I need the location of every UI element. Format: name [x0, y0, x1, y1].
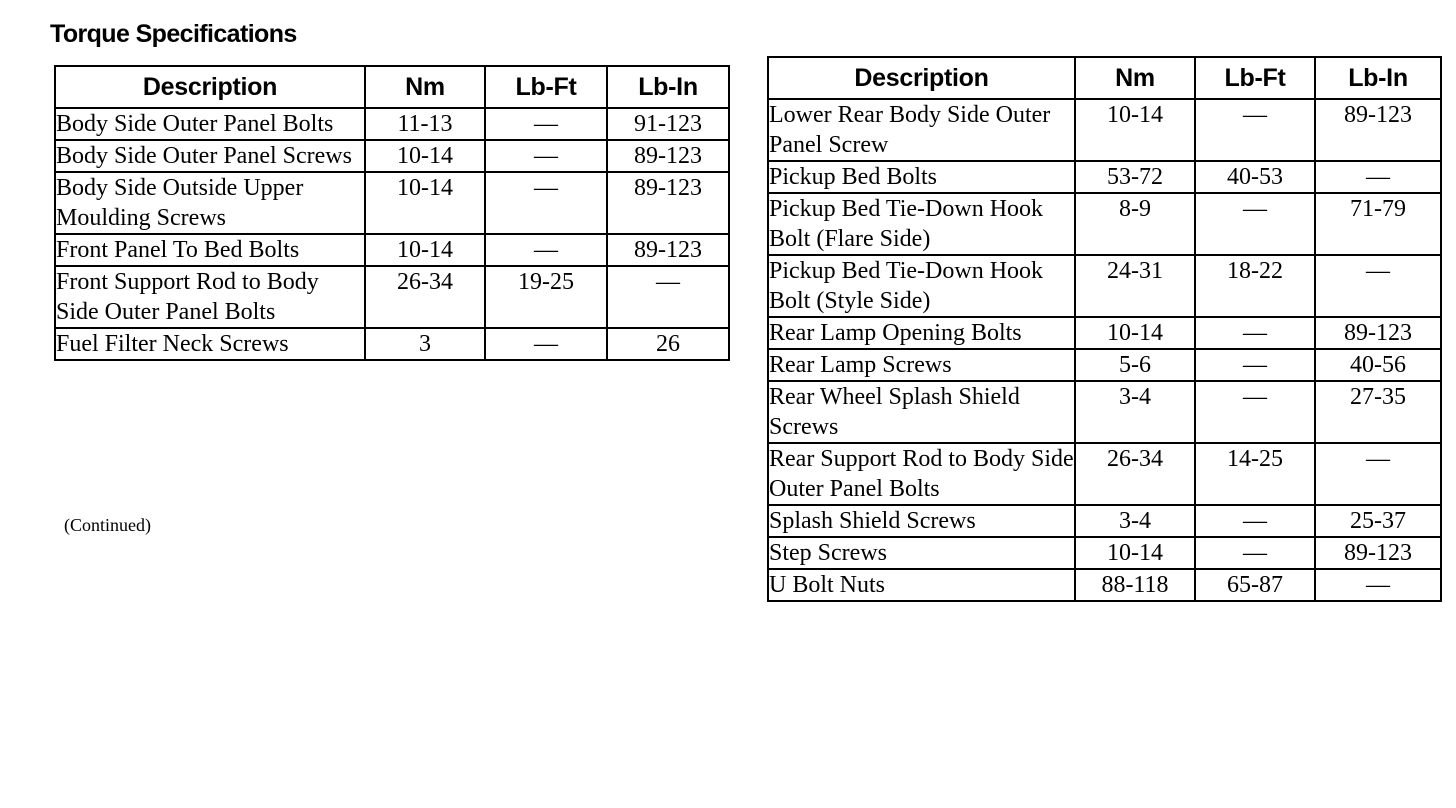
cell-description: Front Support Rod to Body Side Outer Panel Bolts — [55, 266, 365, 328]
cell-lbin: — — [1315, 161, 1441, 193]
cell-lbin: 25-37 — [1315, 505, 1441, 537]
table-row — [55, 266, 729, 328]
header-description: Description — [55, 66, 365, 108]
header-lbin: Lb-In — [1315, 57, 1441, 99]
header-description: Description — [768, 57, 1075, 99]
cell-lbin: 89-123 — [1315, 537, 1441, 569]
cell-lbin: 89-123 — [1315, 99, 1441, 161]
cell-description: Pickup Bed Tie-Down Hook Bolt (Flare Side) — [768, 193, 1075, 255]
cell-nm: 10-14 — [1075, 537, 1195, 569]
cell-nm: 10-14 — [1075, 99, 1195, 161]
table-row — [768, 255, 1441, 317]
cell-description: Pickup Bed Tie-Down Hook Bolt (Style Side) — [768, 255, 1075, 317]
header-nm: Nm — [365, 66, 485, 108]
cell-nm: 10-14 — [1075, 317, 1195, 349]
cell-lbin: 91-123 — [607, 108, 729, 140]
cell-lbin: 89-123 — [607, 172, 729, 234]
cell-lbft: 65-87 — [1195, 569, 1315, 601]
cell-description: Rear Wheel Splash Shield Screws — [768, 381, 1075, 443]
cell-lbft: 40-53 — [1195, 161, 1315, 193]
cell-lbin: — — [1315, 443, 1441, 505]
table-row — [768, 349, 1441, 381]
header-lbin: Lb-In — [607, 66, 729, 108]
table-header-row — [768, 57, 1441, 99]
cell-nm: 24-31 — [1075, 255, 1195, 317]
table-row — [55, 328, 729, 360]
table-row — [768, 505, 1441, 537]
cell-nm: 10-14 — [365, 140, 485, 172]
cell-lbin: 89-123 — [1315, 317, 1441, 349]
table-row — [768, 193, 1441, 255]
table-row — [768, 443, 1441, 505]
table-row — [768, 569, 1441, 601]
cell-lbin: 40-56 — [1315, 349, 1441, 381]
cell-description: Body Side Outer Panel Screws — [55, 140, 365, 172]
table-row — [768, 161, 1441, 193]
cell-nm: 26-34 — [1075, 443, 1195, 505]
cell-lbin: 89-123 — [607, 234, 729, 266]
cell-description: Body Side Outer Panel Bolts — [55, 108, 365, 140]
cell-description: Pickup Bed Bolts — [768, 161, 1075, 193]
table-row — [55, 172, 729, 234]
cell-lbin: 89-123 — [607, 140, 729, 172]
table-row — [768, 99, 1441, 161]
cell-lbin: 71-79 — [1315, 193, 1441, 255]
cell-lbin: 27-35 — [1315, 381, 1441, 443]
cell-nm: 8-9 — [1075, 193, 1195, 255]
cell-lbin: 26 — [607, 328, 729, 360]
cell-nm: 3-4 — [1075, 505, 1195, 537]
header-nm: Nm — [1075, 57, 1195, 99]
header-lbft: Lb-Ft — [1195, 57, 1315, 99]
cell-lbin: — — [607, 266, 729, 328]
cell-lbft: — — [1195, 381, 1315, 443]
cell-lbft: — — [1195, 99, 1315, 161]
cell-lbft: 18-22 — [1195, 255, 1315, 317]
cell-lbft: 14-25 — [1195, 443, 1315, 505]
cell-description: Fuel Filter Neck Screws — [55, 328, 365, 360]
cell-lbft: — — [485, 140, 607, 172]
cell-description: U Bolt Nuts — [768, 569, 1075, 601]
cell-nm: 3-4 — [1075, 381, 1195, 443]
table-row — [768, 537, 1441, 569]
cell-nm: 26-34 — [365, 266, 485, 328]
torque-table-right — [767, 56, 1442, 602]
table-header-row — [55, 66, 729, 108]
cell-nm: 53-72 — [1075, 161, 1195, 193]
cell-nm: 3 — [365, 328, 485, 360]
cell-nm: 11-13 — [365, 108, 485, 140]
cell-nm: 10-14 — [365, 234, 485, 266]
cell-lbft: — — [1195, 193, 1315, 255]
cell-description: Front Panel To Bed Bolts — [55, 234, 365, 266]
page-title: Torque Specifications — [50, 20, 297, 48]
cell-description: Lower Rear Body Side Outer Panel Screw — [768, 99, 1075, 161]
cell-description: Splash Shield Screws — [768, 505, 1075, 537]
cell-lbin: — — [1315, 255, 1441, 317]
cell-lbft: — — [1195, 349, 1315, 381]
cell-lbft: 19-25 — [485, 266, 607, 328]
cell-lbft: — — [485, 234, 607, 266]
cell-description: Rear Lamp Opening Bolts — [768, 317, 1075, 349]
cell-description: Rear Lamp Screws — [768, 349, 1075, 381]
cell-description: Rear Support Rod to Body Side Outer Panel Bolts — [768, 443, 1075, 505]
table-row — [55, 108, 729, 140]
continued-note: (Continued) — [64, 515, 151, 535]
cell-lbft: — — [485, 108, 607, 140]
cell-description: Body Side Outside Upper Moulding Screws — [55, 172, 365, 234]
cell-lbin: — — [1315, 569, 1441, 601]
cell-lbft: — — [485, 172, 607, 234]
header-lbft: Lb-Ft — [485, 66, 607, 108]
table-row — [55, 140, 729, 172]
cell-nm: 88-118 — [1075, 569, 1195, 601]
cell-nm: 10-14 — [365, 172, 485, 234]
table-row — [768, 317, 1441, 349]
table-row — [55, 234, 729, 266]
table-row — [768, 381, 1441, 443]
cell-lbft: — — [1195, 537, 1315, 569]
cell-nm: 5-6 — [1075, 349, 1195, 381]
torque-table-left — [54, 65, 730, 361]
cell-lbft: — — [485, 328, 607, 360]
cell-lbft: — — [1195, 317, 1315, 349]
cell-lbft: — — [1195, 505, 1315, 537]
cell-description: Step Screws — [768, 537, 1075, 569]
